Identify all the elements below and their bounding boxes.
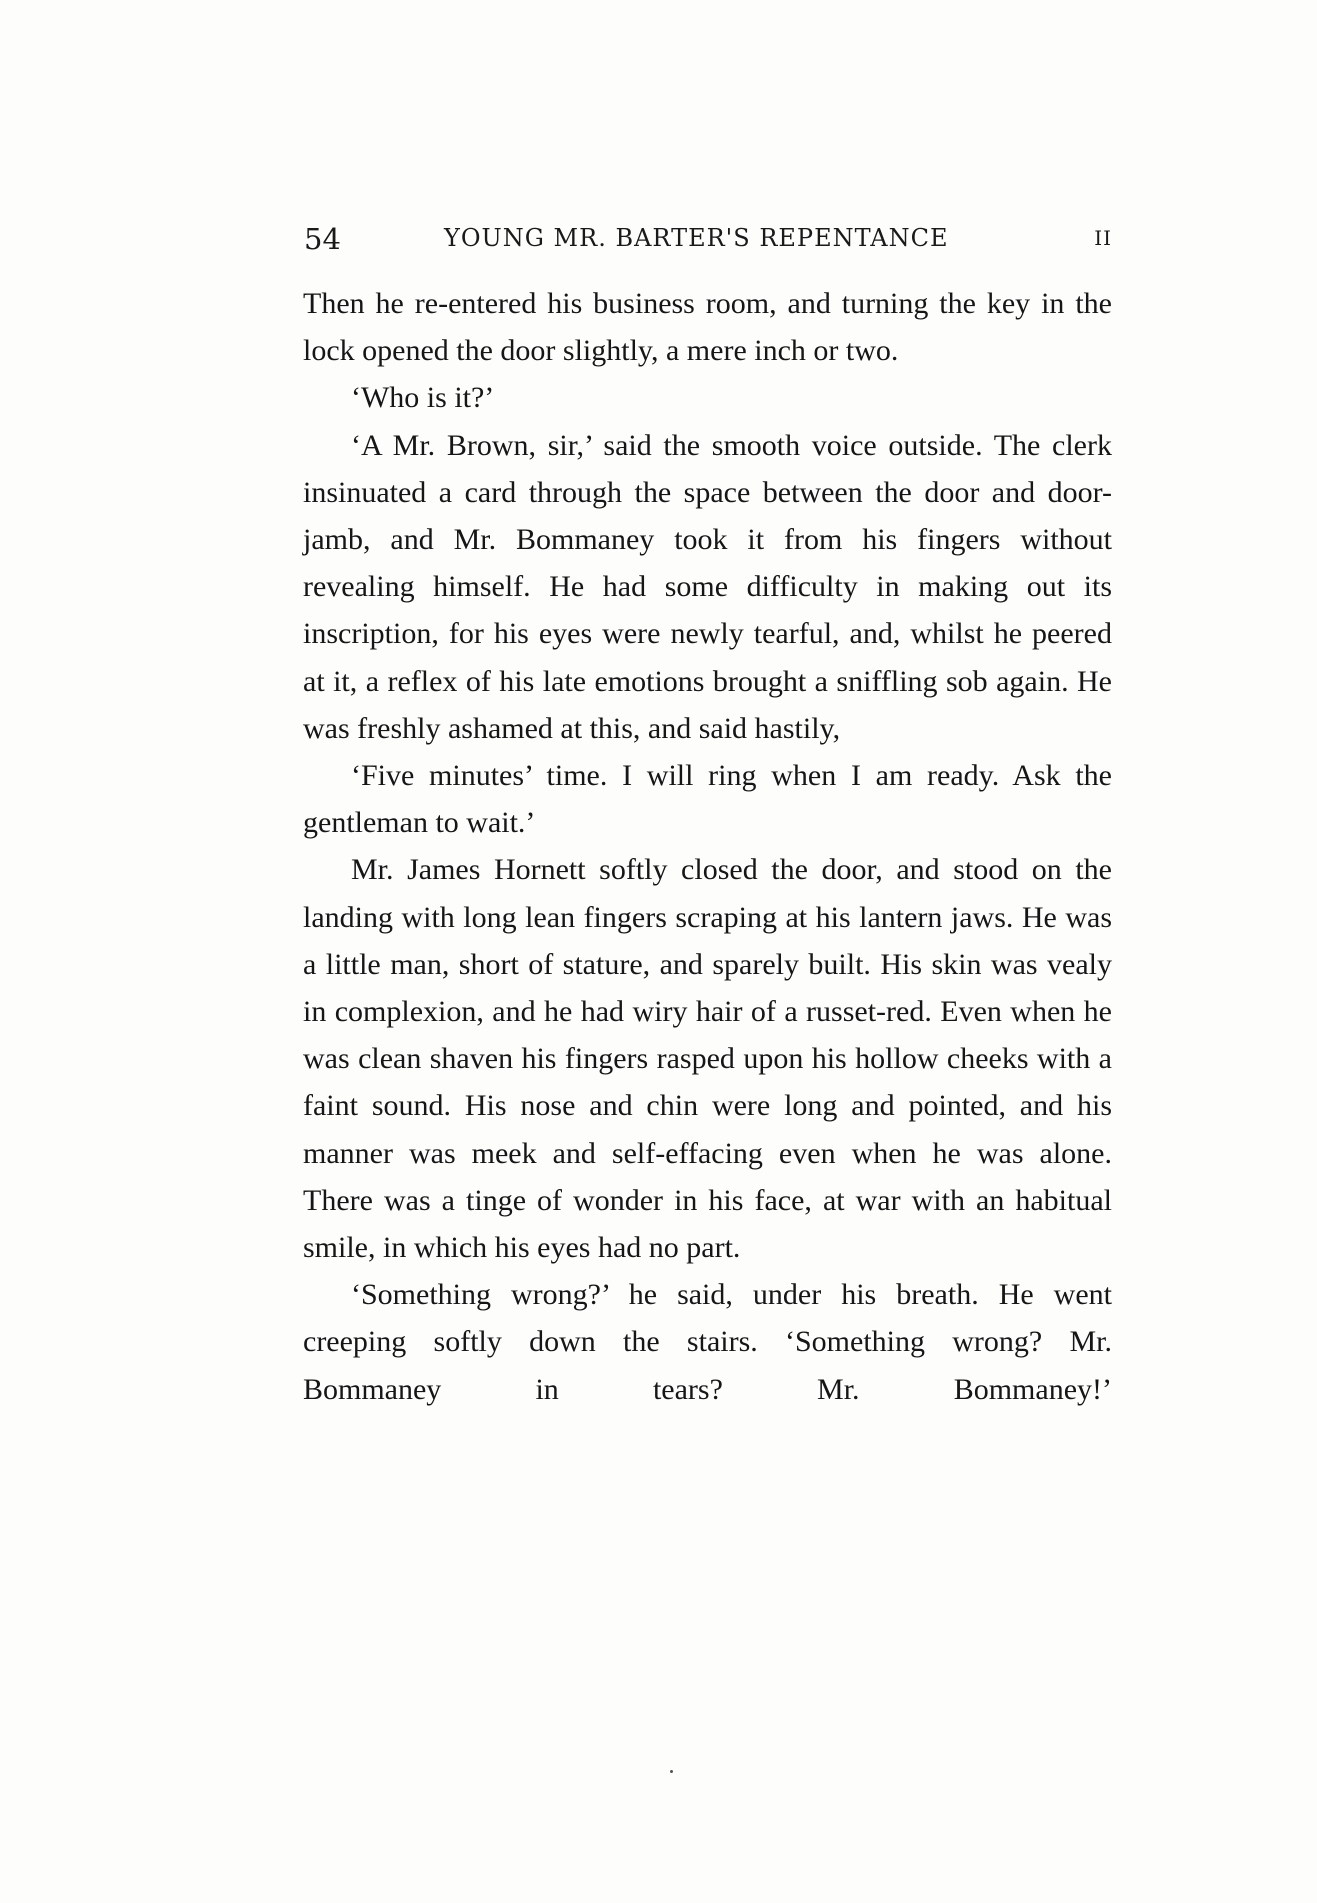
body-text [303,280,1112,1413]
paragraph: ‘Who is it?’ [351,381,495,415]
page-header [304,216,1112,256]
print-speck [670,1770,673,1773]
paragraph: Then he re-entered his business room, and turning the key in the lock opened the door slightly, a mere inch or two. [303,287,1112,368]
page-number: 54 [304,222,341,256]
paragraph: ‘Something wrong?’ he said, under his breath. He went creeping softly down the stairs. ‘Something wrong? Mr. Bommaney in tears? Mr. Bommaney!’ [303,1278,1112,1406]
paragraph: ‘Five minutes’ time. I will ring when I am ready. Ask the gentleman to wait.’ [303,759,1112,840]
paragraph: ‘A Mr. Brown, sir,’ said the smooth voice outside. The clerk insinuated a card through the space between the door and door-jamb, and Mr. Bommaney took it from his fingers without revealing himself. He had some difficulty in making out its inscription, for his eyes were newly tearful, and, whilst he peered at it, a reflex of his late emotions brought a sniffling sob again. He was freshly ashamed at this, and said hastily, [303,428,1112,745]
chapter-number: II [1094,226,1112,250]
paragraph: Mr. James Hornett softly closed the door, and stood on the landing with long lean fingers scraping at his lantern jaws. He was a little man, short of stature, and sparely built. His skin was vealy in complexion, and he had wiry hair of a russet-red. Even when he was clean shaven his fingers rasped upon his hollow cheeks with a faint sound. His nose and chin were long and pointed, and his manner was meek and self-effacing even when he was alone. There was a tinge of wonder in his face, at war with an habitual smile, in which his eyes had no part. [303,853,1112,1265]
running-title: YOUNG MR. BARTER'S REPENTANCE [444,224,949,252]
